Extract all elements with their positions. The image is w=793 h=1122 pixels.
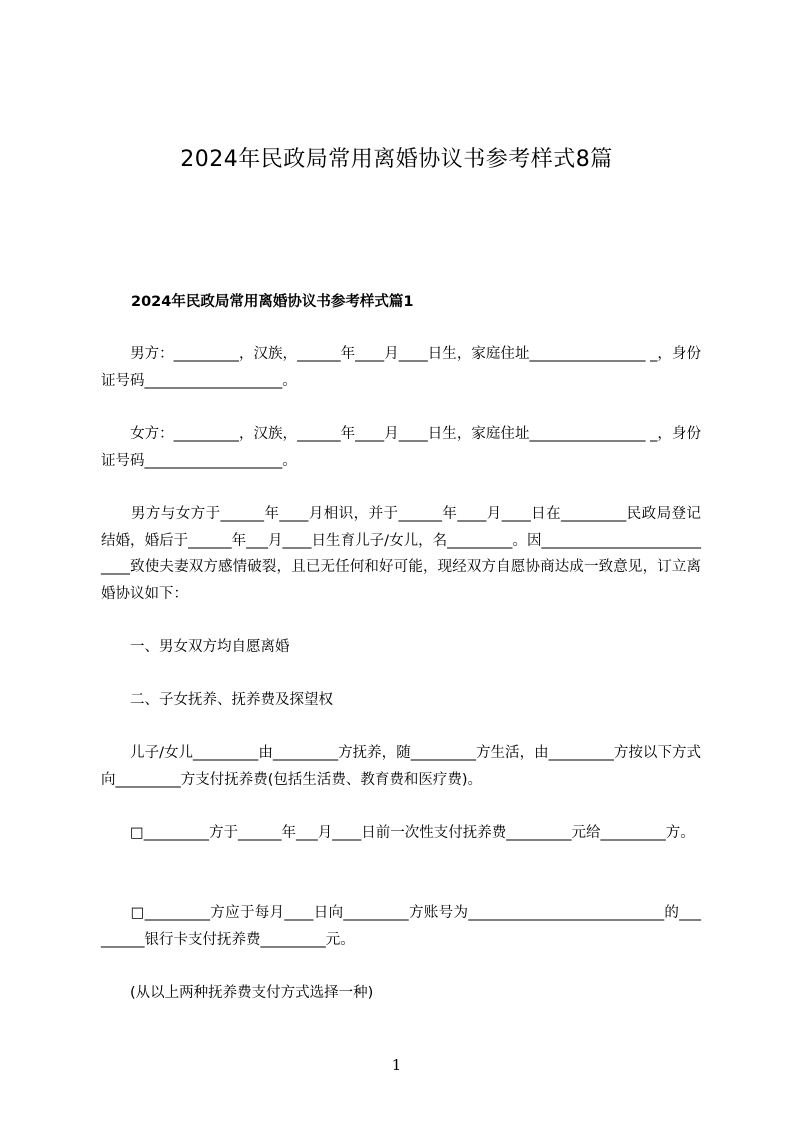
section-title: 2024年民政局常用离婚协议书参考样式篇1: [131, 294, 414, 310]
clause-2-heading: 二、子女抚养、抚养费及探望权: [101, 692, 333, 708]
clause-1-heading: 一、男女双方均自愿离婚: [101, 639, 290, 655]
paragraph-child-custody: 儿子/女儿_________由_________方抚养，随_________方生活，由_________方按以下方式向_________方支付抚养费(包括生活费、教育费和医疗费)。: [101, 745, 701, 788]
paragraph-monthly-option: □_________方应于每月____日向_________方账号为___________________________的_________银行卡支付抚养费_________元。: [101, 905, 701, 948]
page-number: 1: [391, 1056, 402, 1074]
paragraph-female-party: 女方：_________，汉族，______年____月____日生，家庭住址________________ _，身份证号码___________________。: [101, 426, 701, 469]
paragraph-lump-sum-option: □_________方于______年___月____日前一次性支付抚养费_________元给_________方。: [101, 825, 695, 841]
document-title: 2024年民政局常用离婚协议书参考样式8篇: [180, 147, 613, 172]
paragraph-choose-note: (从以上两种抚养费支付方式选择一种): [101, 985, 374, 1001]
paragraph-male-party: 男方：_________，汉族，______年____月____日生，家庭住址________________ _，身份证号码___________________。: [101, 346, 701, 389]
paragraph-marriage-background: 男方与女方于______年____月相识，并于______年____月____日在_________民政局登记结婚，婚后于______年___月____日生育儿子/女儿，名_________。因__________________________致使夫妻双方感情破裂，且已无任何和好可能，现经双方自愿协商达成一致意见，订立离婚协议如下：: [101, 506, 701, 602]
